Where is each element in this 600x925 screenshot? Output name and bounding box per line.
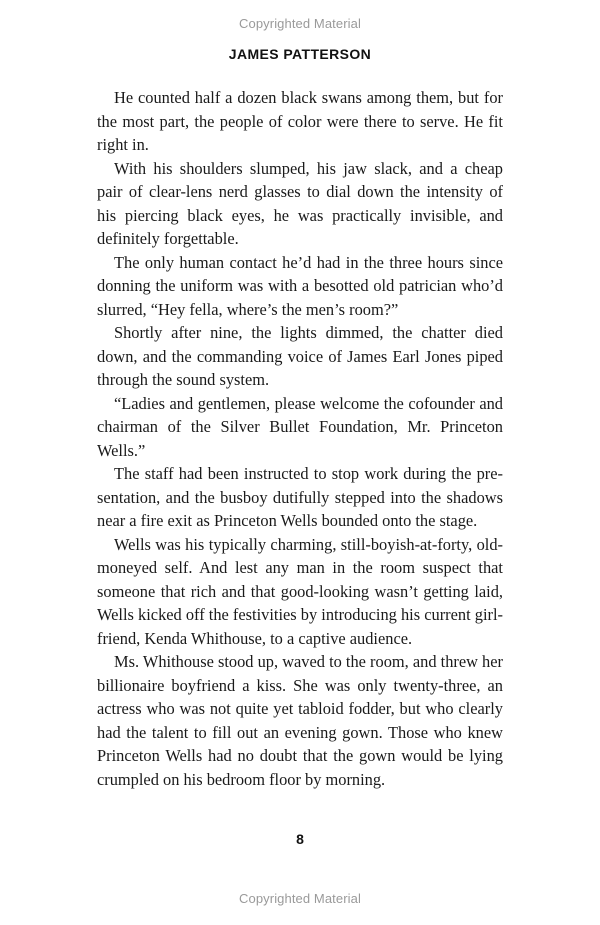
paragraph: Ms. Whithouse stood up, waved to the room, and threw her billionaire boyfriend a kiss. She was only twenty-three, an actress who was not quite yet tabloid fodder, but who clearly had the talent to fill out an evening gown. Those who knew Princeton Wells had no doubt that the gown would be lying crumpled on his bedroom floor by morning. [97,652,503,789]
copyright-watermark-top: Copyrighted Material [239,16,361,31]
paragraph: “Ladies and gentlemen, please welcome the cofounder and chairman of the Silver Bullet Foundation, Mr. Princeton Wells.” [97,393,503,460]
running-head: JAMES PATTERSON [228,46,372,62]
paragraph: The staff had been instructed to stop work during the presentation, and the busboy dutifully stepped into the shadows near a fire exit as Princeton Wells bounded onto the stage. [97,464,503,530]
paragraph: Shortly after nine, the lights dimmed, the chatter died down, and the commanding voice of James Earl Jones piped through the sound system. [97,323,503,389]
paragraph: With his shoulders slumped, his jaw slack, and a cheap pair of clear-lens nerd glasses to dial down the intensity of his piercing black eyes, he was practically invisible, and definitely forgettable. [97,158,503,248]
paragraph: The only human contact he’d had in the three hours since donning the uniform was with a besotted old patrician who’d slurred, “Hey fella, where’s the men’s room?” [97,252,503,319]
paragraph: He counted half a dozen black swans among them, but for the most part, the people of color were there to serve. He fit right in. [97,88,503,154]
copyright-watermark-bottom: Copyrighted Material [239,891,361,906]
page-number: 8 [296,831,304,847]
paragraph: Wells was his typically charming, still-boyish-at-forty, old-moneyed self. And lest any man in the room suspect that someone that rich and that good-looking wasn’t getting laid, Wells kicked off the festivities by introducing his current girlfriend, Kenda Whithouse, to a captive audience. [97,534,503,648]
body-text [97,86,503,791]
